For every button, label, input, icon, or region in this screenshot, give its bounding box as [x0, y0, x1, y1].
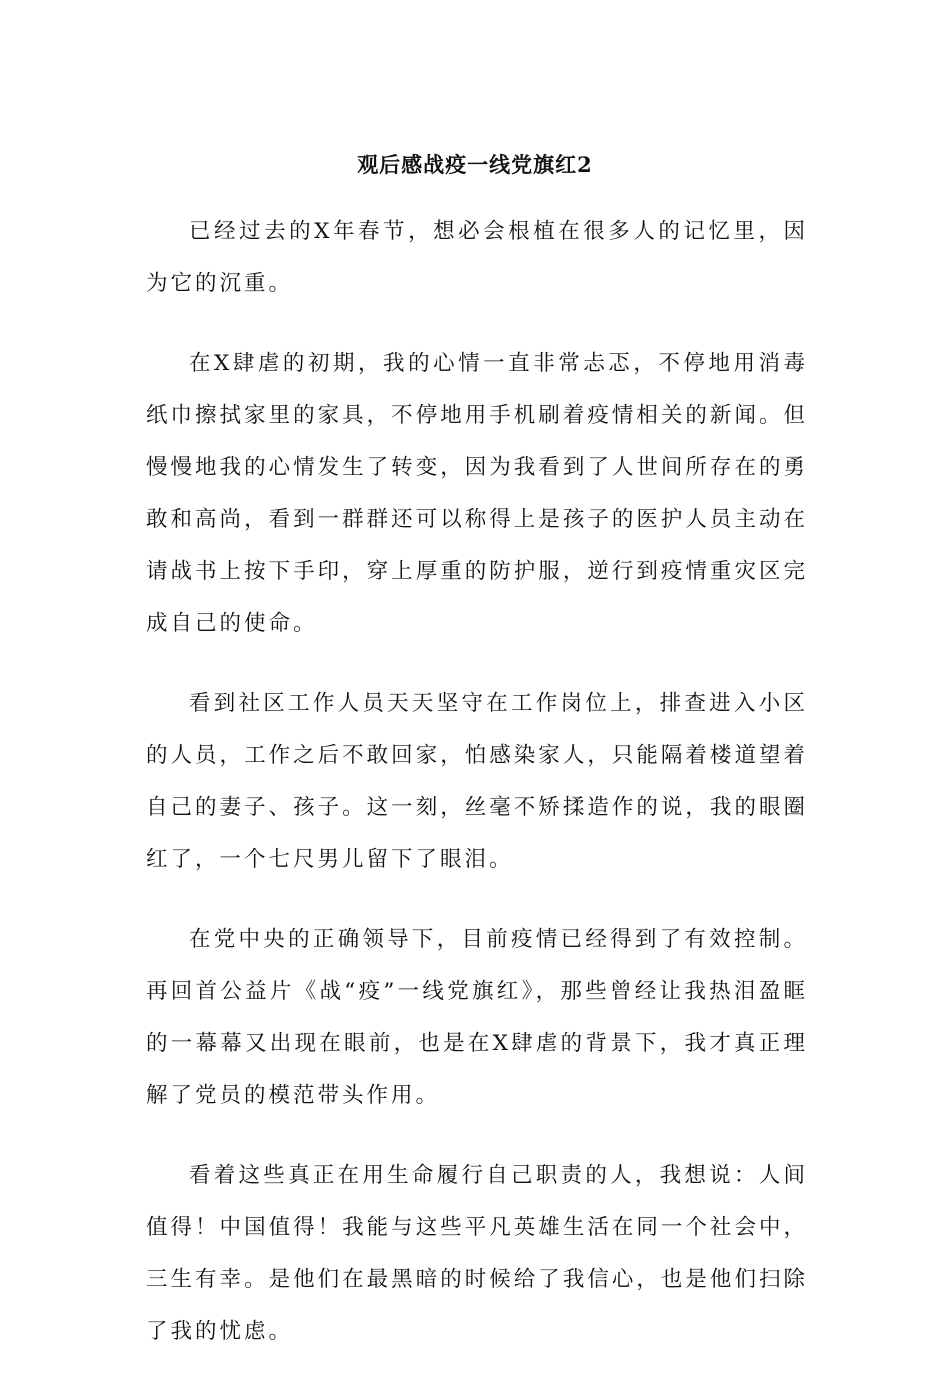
document-title: 观后感战疫一线党旗红2 [357, 152, 593, 177]
paragraph-1: 已经过去的X年春节，想必会根植在很多人的记忆里，因为它的沉重。 [146, 219, 808, 296]
paragraph-4: 在党中央的正确领导下，目前疫情已经得到了有效控制。再回首公益片《战“疫”一线党旗红》，那些曾经让我热泪盈眶的一幕幕又出现在眼前，也是在X肆虐的背景下，我才真正理解了党员的模范带头作用。 [146, 927, 808, 1108]
paragraph-2: 在X肆虐的初期，我的心情一直非常忐忑，不停地用消毒纸巾擦拭家里的家具，不停地用手机刷着疫情相关的新闻。但慢慢地我的心情发生了转变，因为我看到了人世间所存在的勇敢和高尚，看到一群群还可以称得上是孩子的医护人员主动在请战书上按下手印，穿上厚重的防护服，逆行到疫情重灾区完成自己的使命。 [146, 351, 808, 636]
paragraph-5: 看着这些真正在用生命履行自己职责的人，我想说：人间值得！中国值得！我能与这些平凡英雄生活在同一个社会中，三生有幸。是他们在最黑暗的时候给了我信心，也是他们扫除了我的忧虑。 [146, 1163, 808, 1344]
document-body [146, 206, 808, 1386]
paragraph-3: 看到社区工作人员天天坚守在工作岗位上，排查进入小区的人员，工作之后不敢回家，怕感染家人，只能隔着楼道望着自己的妻子、孩子。这一刻，丝毫不矫揉造作的说，我的眼圈红了，一个七尺男儿留下了眼泪。 [146, 691, 808, 872]
